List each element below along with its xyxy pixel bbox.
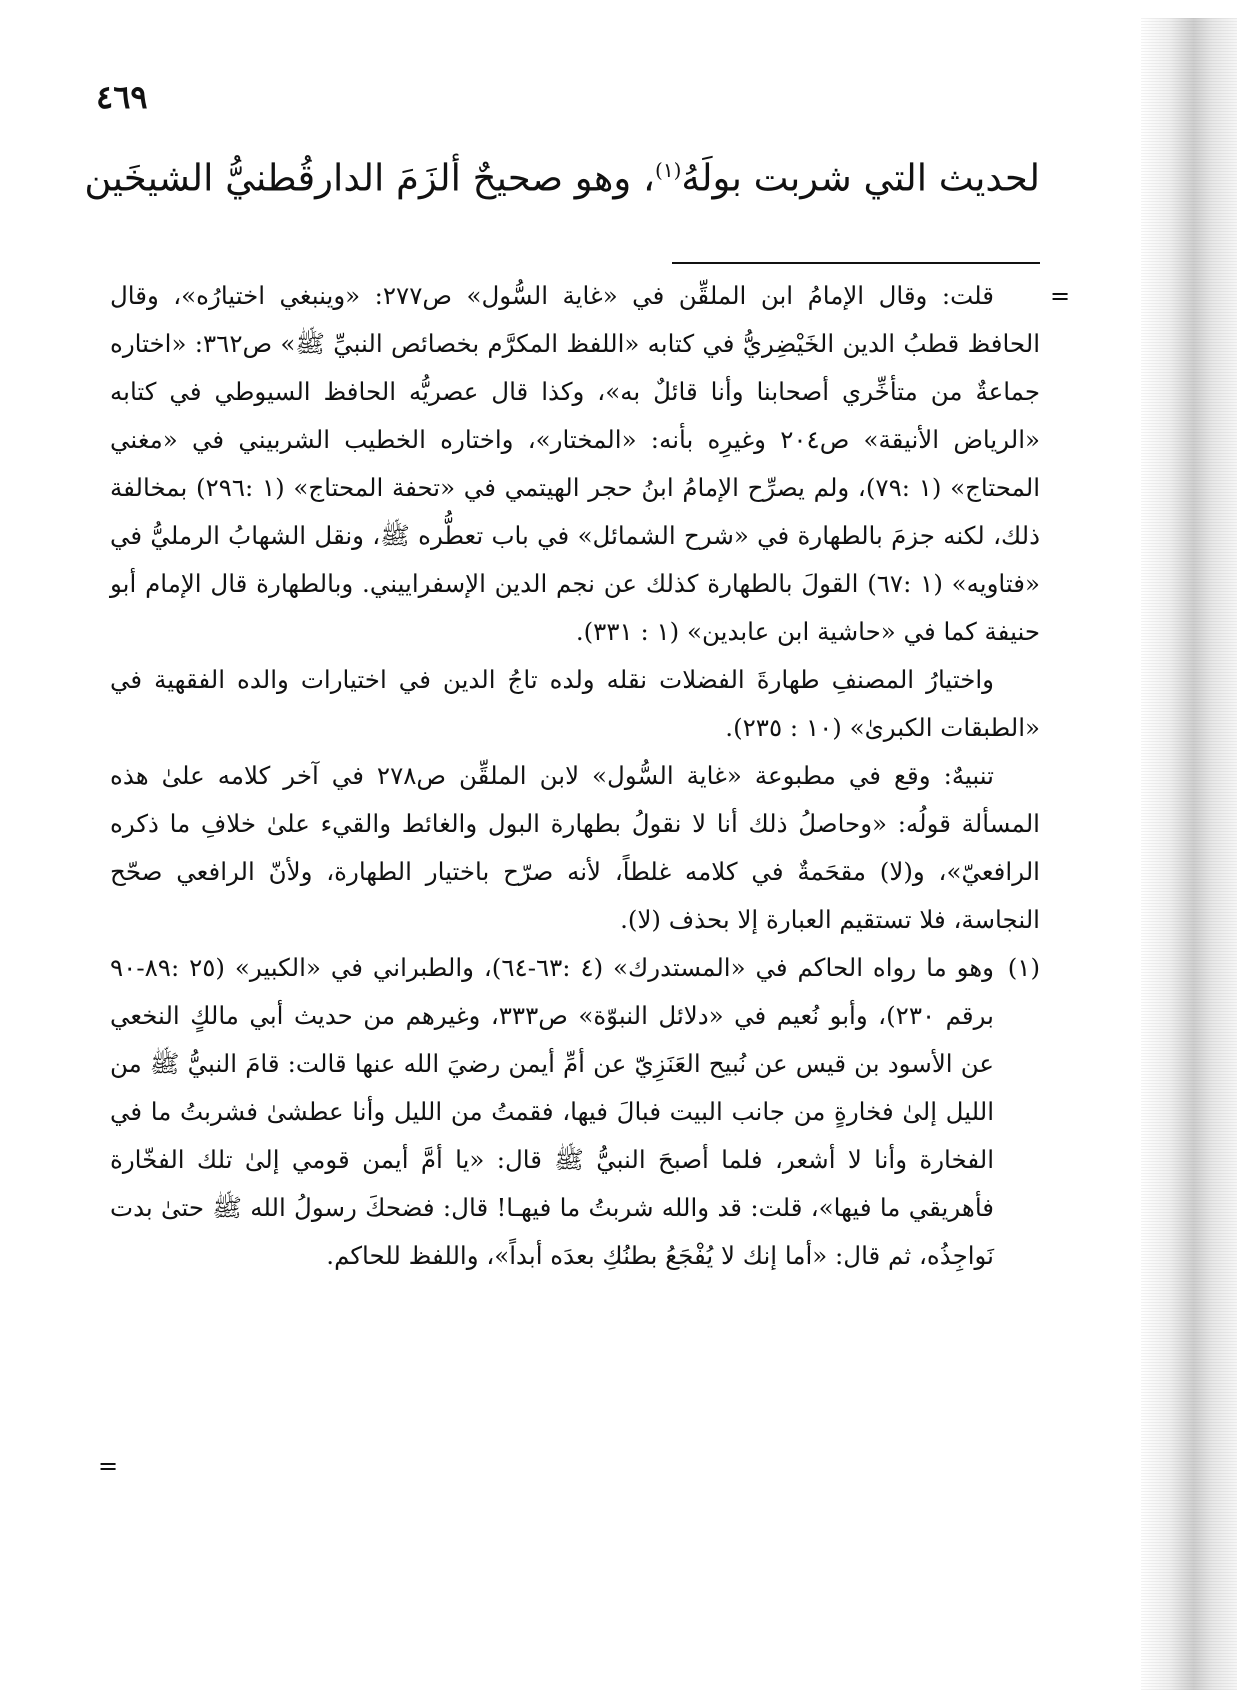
note-paragraph-1: قلت: وقال الإمامُ ابن الملقِّن في «غاية السُّول» ص٢٧٧: «وينبغي اختيارُه»، وقال الحافظ قطبُ الدين الخَيْضِريُّ في كتابه «اللفظ المكرَّم بخصائص النبيِّ ﷺ» ص٣٦٢: «اختاره جماعةٌ من متأخِّري أصحابنا وأنا قائلٌ به»، وكذا قال عصريُّه الحافظ السيوطي في كتابه «الرياض الأنيقة» ص٢٠٤ وغيرِه بأنه: «المختار»، واختاره الخطيب الشربيني في «مغني المحتاج» (١ :٧٩)، ولم يصرِّح الإمامُ ابنُ حجر الهيتمي في «تحفة المحتاج» (١ :٢٩٦) بمخالفة ذلك، لكنه جزمَ بالطهارة في «شرح الشمائل» في باب تعطُّره ﷺ، ونقل الشهابُ الرمليُّ في «فتاويه» (١ :٦٧) القولَ بالطهارة كذلك عن نجم الدين الإسفراييني. وبالطهارة قال الإمام أبو حنيفة كما في «حاشية ابن عابدين» (١ : ٣٣١). <box>110 281 1041 646</box>
note-paragraph-3: تنبيهٌ: وقع في مطبوعة «غاية السُّول» لابن الملقِّن ص٢٧٨ في آخر كلامه علىٰ هذه المسألة قولُه: «وحاصلُ ذلك أنا لا نقولُ بطهارة البول والغائط والقيء علىٰ خلافِ ما ذكره الرافعيّ»، و(لا) مقحَمةٌ في كلامه غلطاً، لأنه صرّح باختيار الطهارة، ولأنّ الرافعي صحّح النجاسة، فلا تستقيم العبارة إلا بحذف (لا). <box>110 761 1040 934</box>
footnote-separator <box>672 262 1040 264</box>
main-text-end: ، وهو صحيحٌ ألزَمَ الدارقُطنيُّ الشيخَين <box>84 156 655 200</box>
page-edge-shadow <box>1141 18 1237 1690</box>
footnote-text: وهو ما رواه الحاكم في «المستدرك» (٤ :٦٣-٦٤)، والطبراني في «الكبير» (٢٥ :٨٩-٩٠ برقم ٢٣٠)، وأبو نُعيم في «دلائل النبوّة» ص٣٣٣، وغيرهم من حديث أبي مالكٍ النخعي عن الأسود بن قيس عن نُبيح العَنَزِيّ عن أمِّ أيمن رضيَ الله عنها قالت: قامَ النبيُّ ﷺ من الليل إلىٰ فخارةٍ من جانب البيت فبالَ فيها، فقمتُ من الليل وأنا عطشىٰ فشربتُ ما في الفخارة وأنا لا أشعر، فلما أصبحَ النبيُّ ﷺ قال: «يا أمَّ أيمن قومي إلىٰ تلك الفخّارة فأهريقي ما فيها»، قلت: قد والله شربتُ ما فيهـا! قال: فضحكَ رسولُ الله ﷺ حتىٰ بدت نَواجِذُه، ثم قال: «أما إنك لا يُفْجَعُ بطنُكِ بعدَه أبداً»، واللفظ للحاكم. <box>110 953 994 1270</box>
page-number: ٤٦٩ <box>96 78 148 116</box>
footnote-number: (١) <box>1007 953 1040 982</box>
footnote-reference: (١) <box>655 158 682 182</box>
main-text-start: لحديث التي شربت بولَهُ <box>681 156 1040 200</box>
note-paragraph-2: واختيارُ المصنفِ طهارةَ الفضلات نقله ولده تاجُ الدين في اختيارات والده الفقهية في «الطبقات الكبرىٰ» (١٠ : ٢٣٥). <box>110 665 1040 742</box>
footnote-1 <box>110 944 1040 1280</box>
continuation-mark-bottom: = <box>98 1452 119 1480</box>
continuation-mark-top: = <box>1050 282 1071 310</box>
main-text-line <box>84 140 1040 208</box>
footnotes-section <box>110 272 1040 1280</box>
